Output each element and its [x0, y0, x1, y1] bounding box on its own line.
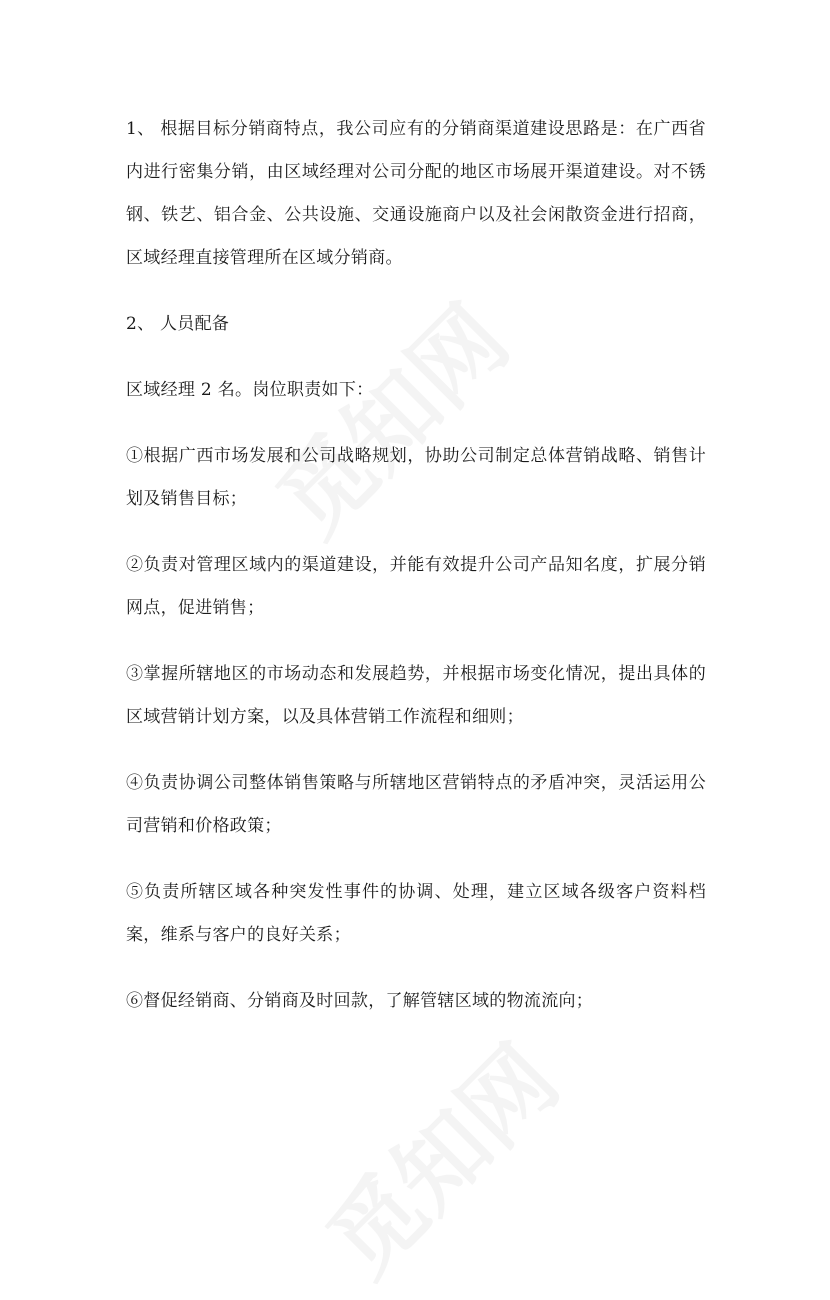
- duty-item-4: [126, 762, 706, 848]
- paragraph-text: ④负责协调公司整体销售策略与所辖地区营销特点的矛盾冲突，灵活运用公司营销和价格政策；: [126, 773, 706, 836]
- duty-item-3: [126, 653, 706, 739]
- paragraph-text: 人员配备: [160, 314, 230, 334]
- paragraph-number: 1、: [126, 119, 155, 139]
- paragraph-text: 根据目标分销商特点，我公司应有的分销商渠道建设思路是：在广西省内进行密集分销，由区域经理对公司分配的地区市场展开渠道建设。对不锈钢、铁艺、铝合金、公共设施、交通设施商户以及社会闲散资金进行招商，区域经理直接管理所在区域分销商。: [126, 119, 706, 268]
- document-body: [126, 108, 706, 1046]
- duty-item-2: [126, 544, 706, 630]
- watermark: [294, 1012, 583, 1300]
- paragraph-text: 区域经理 2 名。岗位职责如下：: [126, 380, 374, 400]
- paragraph-text: ②负责对管理区域内的渠道建设，并能有效提升公司产品知名度，扩展分销网点，促进销售；: [126, 555, 706, 618]
- duty-item-6: [126, 980, 706, 1023]
- paragraph-text: ⑥督促经销商、分销商及时回款，了解管辖区域的物流流向；: [126, 991, 594, 1011]
- paragraph-staffing-heading: [126, 303, 706, 346]
- paragraph-channel-strategy: [126, 108, 706, 280]
- paragraph-regional-manager: [126, 369, 706, 412]
- duty-item-5: [126, 871, 706, 957]
- paragraph-text: ③掌握所辖地区的市场动态和发展趋势，并根据市场变化情况，提出具体的区域营销计划方案，以及具体营销工作流程和细则；: [126, 664, 706, 727]
- paragraph-text: ①根据广西市场发展和公司战略规划，协助公司制定总体营销战略、销售计划及销售目标；: [126, 446, 706, 509]
- paragraph-number: 2、: [126, 314, 155, 334]
- duty-item-1: [126, 435, 706, 521]
- paragraph-text: ⑤负责所辖区域各种突发性事件的协调、处理，建立区域各级客户资料档案，维系与客户的良好关系；: [126, 882, 706, 945]
